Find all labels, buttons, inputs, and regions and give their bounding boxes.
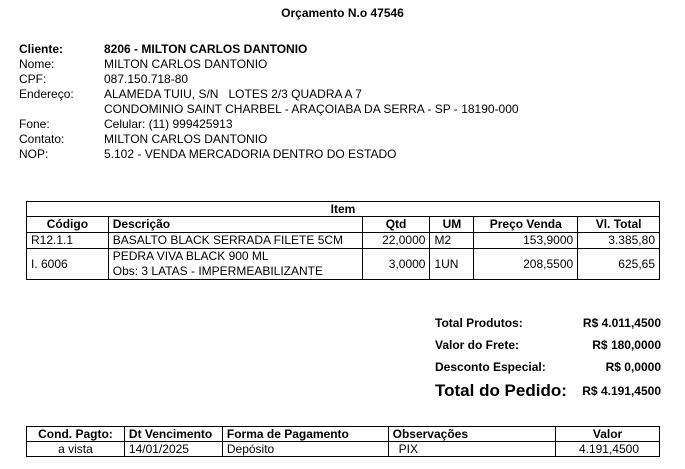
cpf-row [19, 72, 519, 87]
header-vencimento: Dt Vencimento [124, 427, 222, 442]
payment-cond: a vista [27, 442, 125, 457]
desconto-row [435, 356, 661, 378]
nop-value: 5.102 - VENDA MERCADORIA DENTRO DO ESTADO [104, 147, 397, 161]
address-row-2 [19, 102, 519, 117]
contact-row [19, 132, 519, 147]
header-qtd: Qtd [362, 217, 430, 233]
table-row [27, 442, 660, 457]
cpf-label: CPF: [19, 72, 47, 86]
payment-table [26, 426, 660, 457]
document-title: Orçamento N.o 47546 [281, 6, 404, 20]
contact-value: MILTON CARLOS DANTONIO [104, 132, 268, 146]
desconto-label: Desconto Especial: [435, 360, 546, 374]
contact-label: Contato: [19, 132, 65, 146]
phone-row [19, 117, 519, 132]
item-qtd: 3,0000 [362, 249, 430, 280]
name-row [19, 57, 519, 72]
item-descricao-cell [108, 249, 362, 280]
items-caption: Item [27, 202, 660, 217]
total-pedido-row [435, 378, 661, 404]
frete-row [435, 334, 661, 356]
cpf-value: 087.150.718-80 [104, 72, 189, 86]
client-info [19, 42, 519, 162]
total-produtos-row [435, 312, 661, 334]
item-total: 625,65 [578, 249, 660, 280]
header-forma-pagamento: Forma de Pagamento [222, 427, 388, 442]
client-label: Cliente: [19, 42, 64, 56]
address-label: Endereço: [19, 87, 74, 101]
item-codigo: R12.1.1 [27, 233, 109, 249]
total-produtos-value: R$ 4.011,4500 [582, 316, 661, 330]
name-label: Nome: [19, 57, 55, 71]
nop-row [19, 147, 519, 162]
totals-summary [435, 312, 661, 404]
item-qtd: 22,0000 [362, 233, 430, 249]
items-table [26, 201, 660, 280]
item-descricao: PEDRA VIVA BLACK 900 ML [112, 249, 269, 263]
item-obs: Obs: 3 LATAS - IMPERMEABILIZANTE [112, 264, 324, 278]
total-produtos-label: Total Produtos: [435, 316, 523, 330]
payment-forma: Depósito [222, 442, 388, 457]
header-descricao: Descrição [108, 217, 362, 233]
header-total: Vl. Total [578, 217, 660, 233]
total-pedido-label: Total do Pedido: [435, 381, 567, 400]
total-pedido-value: R$ 4.191,4500 [582, 384, 661, 398]
header-preco: Preço Venda [474, 217, 578, 233]
item-descricao: BASALTO BLACK SERRADA FILETE 5CM [108, 233, 362, 249]
desconto-value: R$ 0,0000 [605, 360, 661, 374]
phone-label: Fone: [19, 117, 50, 131]
item-total: 3.385,80 [578, 233, 660, 249]
item-preco: 208,5500 [474, 249, 578, 280]
frete-value: R$ 180,0000 [592, 338, 661, 352]
item-codigo: I. 6006 [27, 249, 109, 280]
table-row [27, 249, 660, 280]
header-cond-pagto: Cond. Pagto: [27, 427, 125, 442]
item-preco: 153,9000 [474, 233, 578, 249]
phone-value: Celular: (11) 999425913 [104, 117, 233, 131]
payment-header-row [27, 427, 660, 442]
nop-label: NOP: [19, 147, 49, 161]
client-row [19, 42, 519, 57]
client-value: 8206 - MILTON CARLOS DANTONIO [104, 42, 308, 56]
header-codigo: Código [27, 217, 109, 233]
name-value: MILTON CARLOS DANTONIO [104, 57, 268, 71]
payment-obs: PIX [388, 442, 555, 457]
frete-label: Valor do Frete: [435, 338, 520, 352]
payment-valor: 4.191,4500 [556, 442, 660, 457]
header-observacoes: Observações [388, 427, 555, 442]
header-valor: Valor [556, 427, 660, 442]
address-line-1: ALAMEDA TUIU, S/N LOTES 2/3 QUADRA A 7 [104, 87, 362, 101]
header-um: UM [430, 217, 474, 233]
address-line-2: CONDOMINIO SAINT CHARBEL - ARAÇOIABA DA SERRA - SP - 18190-000 [104, 102, 519, 116]
item-um: 1UN [430, 249, 474, 280]
table-row [27, 233, 660, 249]
item-um: M2 [430, 233, 474, 249]
address-row [19, 87, 519, 102]
payment-vencimento: 14/01/2025 [124, 442, 222, 457]
